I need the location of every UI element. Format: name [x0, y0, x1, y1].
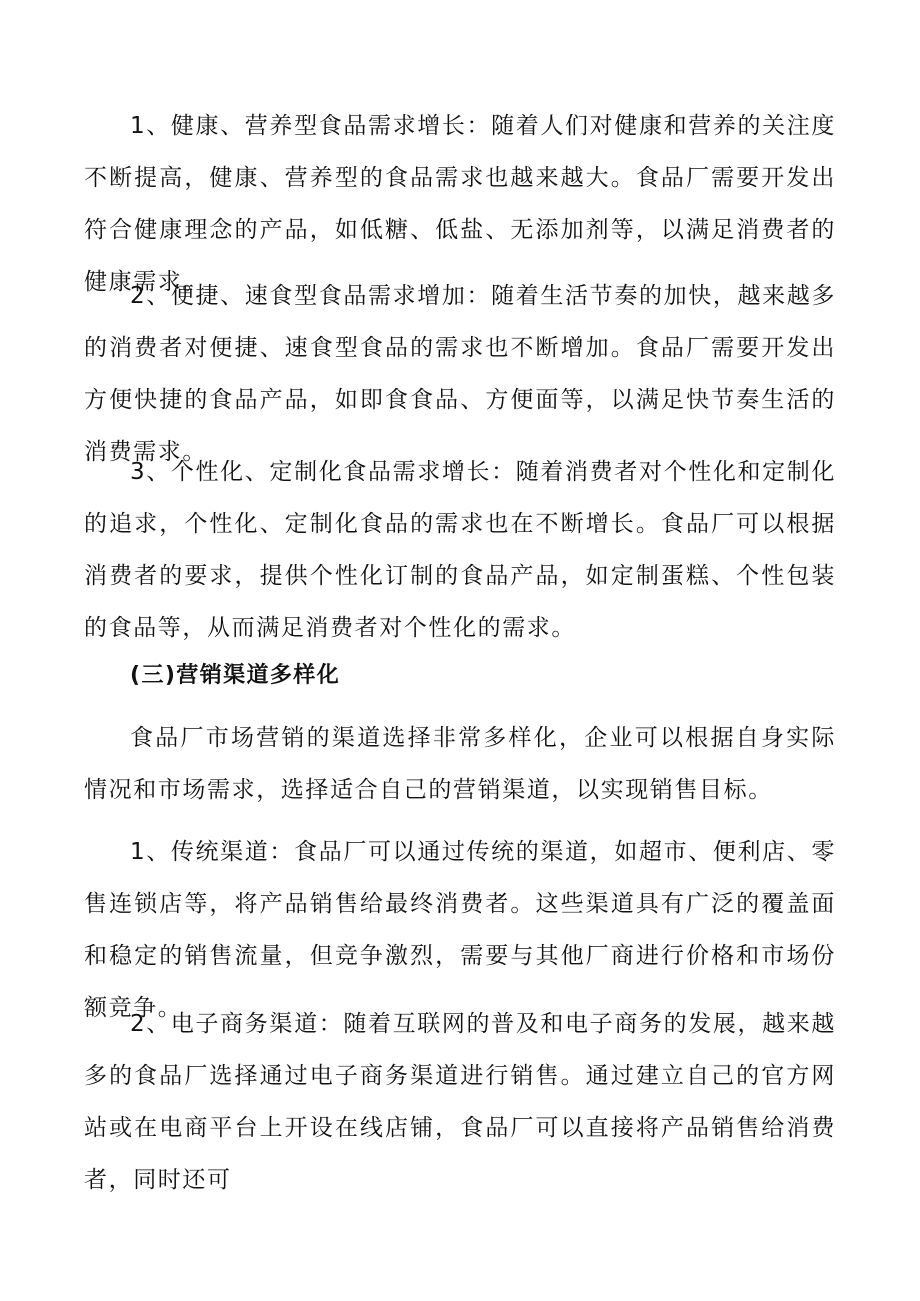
- paragraph-health-nutrition-demand: 1、健康、营养型食品需求增长：随着人们对健康和营养的关注度不断提高，健康、营养型的食品需求也越来越大。食品厂需要开发出符合健康理念的产品，如低糖、低盐、无添加剂等，以满足消费者的健康需求。: [84, 113, 836, 295]
- paragraph-convenience-food-demand: 2、便捷、速食型食品需求增加：随着生活节奏的加快，越来越多的消费者对便捷、速食型食品的需求也不断增加。食品厂需要开发出方便快捷的食品产品，如即食食品、方便面等，以满足快节奏生活的消费需求。: [84, 283, 836, 465]
- section-heading-marketing-channels: (三)营销渠道多样化: [130, 663, 341, 688]
- paragraph-personalized-food-demand: 3、个性化、定制化食品需求增长：随着消费者对个性化和定制化的追求，个性化、定制化食品的需求也在不断增长。食品厂可以根据消费者的要求，提供个性化订制的食品产品，如定制蛋糕、个性包装的食品等，从而满足消费者对个性化的需求。: [84, 459, 836, 641]
- paragraph-traditional-channels: 1、传统渠道：食品厂可以通过传统的渠道，如超市、便利店、零售连锁店等，将产品销售给最终消费者。这些渠道具有广泛的覆盖面和稳定的销售流量，但竞争激烈，需要与其他厂商进行价格和市场份额竞争。: [84, 839, 836, 1021]
- paragraph-channel-overview: 食品厂市场营销的渠道选择非常多样化，企业可以根据自身实际情况和市场需求，选择适合自己的营销渠道，以实现销售目标。: [84, 725, 836, 803]
- paragraph-ecommerce-channels: 2、电子商务渠道：随着互联网的普及和电子商务的发展，越来越多的食品厂选择通过电子商务渠道进行销售。通过建立自己的官方网站或在电商平台上开设在线店铺，食品厂可以直接将产品销售给消费者，同时还可: [84, 1011, 836, 1193]
